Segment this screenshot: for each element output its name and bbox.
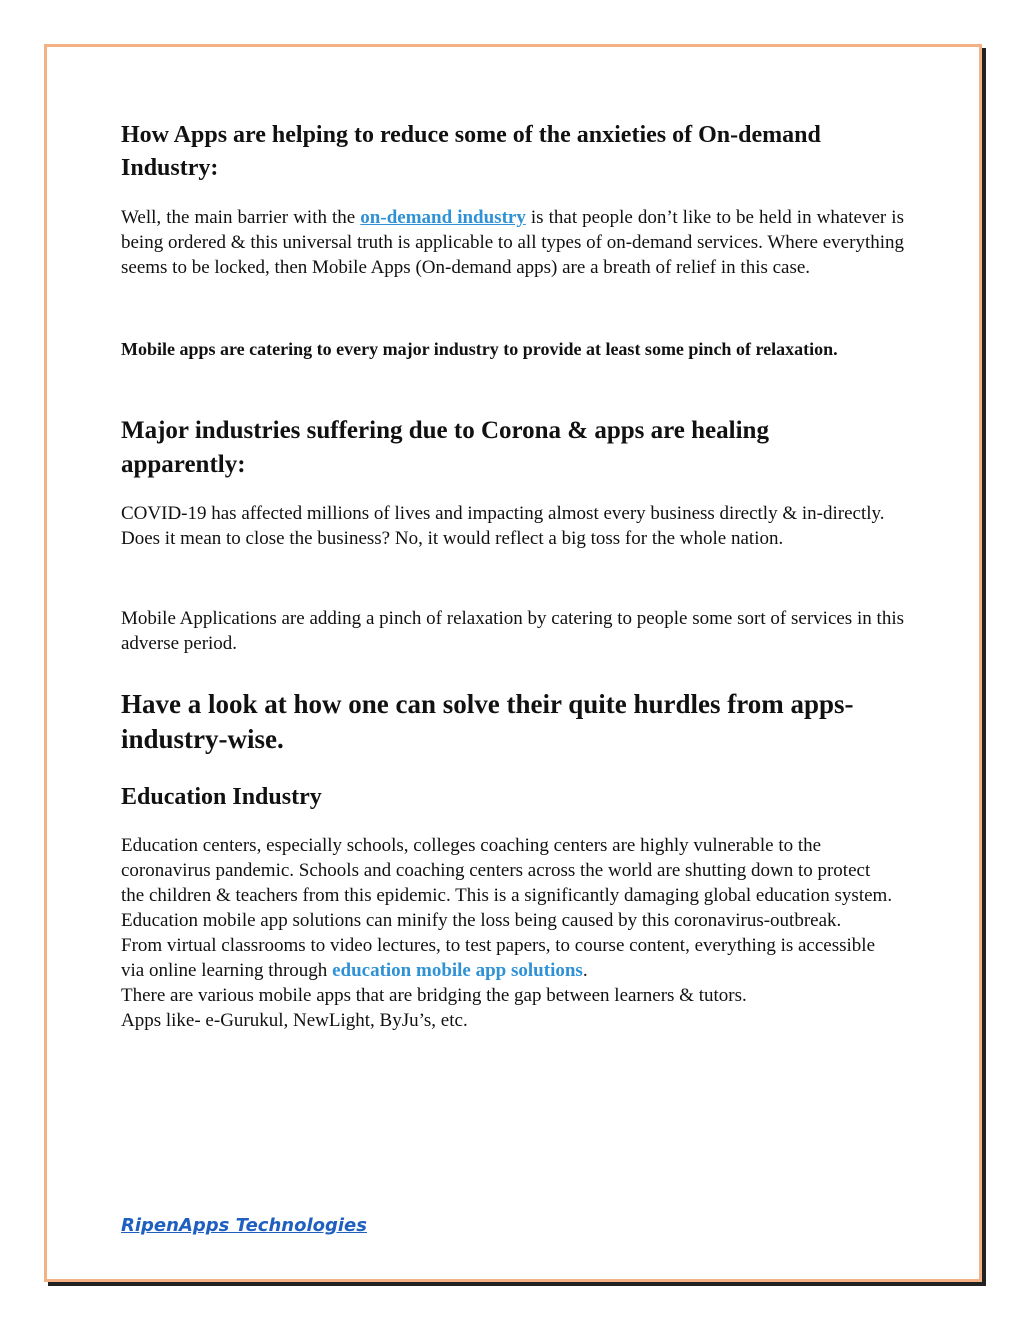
section-heading-education: Education Industry — [121, 784, 322, 810]
education-solutions-link[interactable]: education mobile app solutions — [332, 960, 583, 981]
page-title: How Apps are helping to reduce some of the anxieties of On-demand Industry: — [121, 122, 821, 181]
education-text-5: Apps like- e-Gurukul, NewLight, ByJu’s, etc. — [121, 1010, 468, 1031]
education-text-3 — [121, 933, 896, 983]
covid-text-2: Does it mean to close the business? No, it would reflect a big toss for the whole nation. — [121, 528, 784, 549]
bold-note: Mobile apps are catering to every major industry to provide at least some pinch of relaxation. — [121, 339, 838, 359]
education-text-3-after: . — [582, 960, 588, 981]
section-heading-industries: Major industries suffering due to Corona & apps are healing apparently: — [121, 417, 769, 478]
covid-text-1: COVID-19 has affected millions of lives and impacting almost every business directly & in-directly. — [121, 503, 885, 524]
education-text-1: Education centers, especially schools, colleges coaching centers are highly vulnerable to the coronavirus pandemic. Schools and coaching centers across the world are shutting down to protect the children & teachers from this epidemic. This is a significantly damaging global education system. — [121, 835, 893, 906]
education-paragraph — [121, 833, 896, 1033]
section-heading-look: Have a look at how one can solve their quite hurdles from apps-industry-wise. — [121, 689, 854, 754]
education-text-2: Education mobile app solutions can minify the loss being caused by this coronavirus-outbreak. — [121, 910, 842, 931]
on-demand-industry-link[interactable]: on-demand industry — [360, 207, 526, 228]
education-text-3-before: From virtual classrooms to video lectures, to test papers, to course content, everything is accessible via online learning through — [121, 935, 875, 981]
footer-company-name: RipenApps Technologies — [121, 1215, 367, 1236]
covid-paragraph — [121, 501, 904, 551]
relaxation-paragraph: Mobile Applications are adding a pinch of relaxation by catering to people some sort of services in this adverse period. — [121, 608, 904, 654]
education-text-4: There are various mobile apps that are bridging the gap between learners & tutors. — [121, 985, 747, 1006]
intro-text-after: is that people don’t like to be held in whatever is being ordered & this universal truth is applicable to all types of on-demand services. Where everything seems to be locked, then Mobile Apps (On-demand apps) are a breath of relief in this case. — [121, 207, 904, 278]
intro-paragraph — [121, 205, 904, 280]
intro-text-before: Well, the main barrier with the — [121, 207, 361, 228]
